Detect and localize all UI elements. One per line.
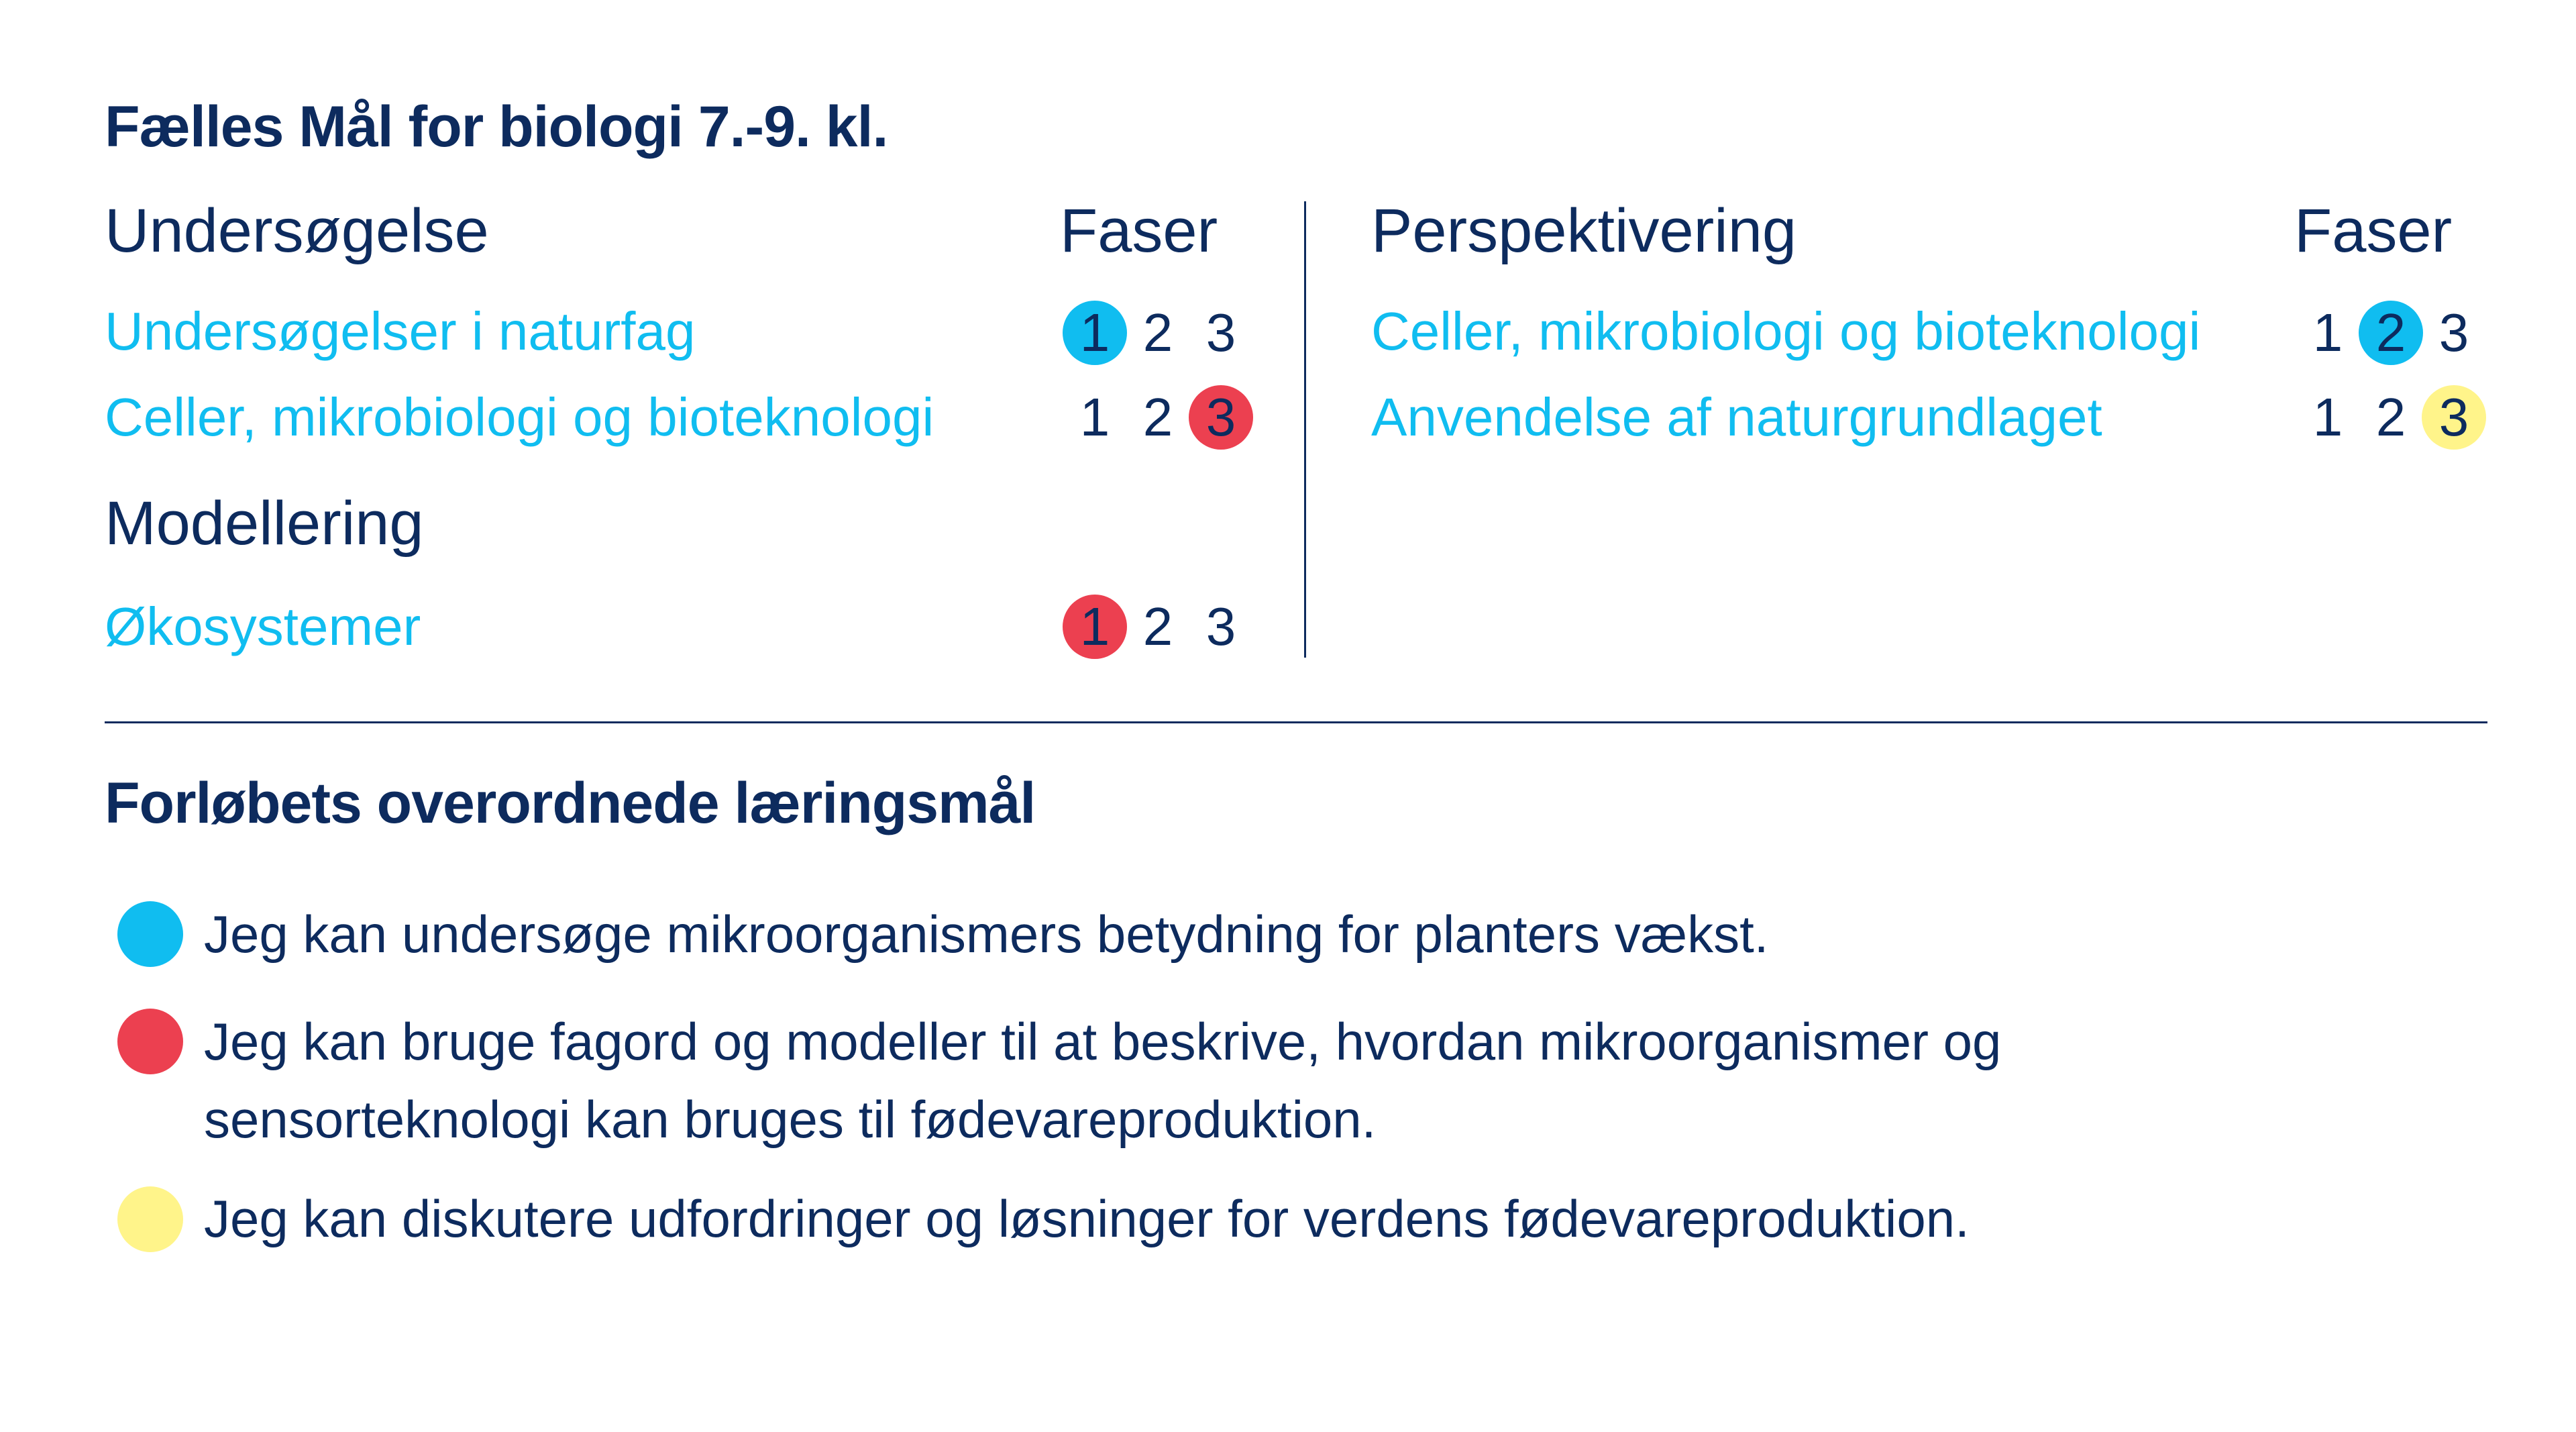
phase-2: 2 xyxy=(1142,303,1173,362)
goal-text-2-line-2: sensorteknologi kan bruges til fødevareproduktion. xyxy=(204,1090,1377,1149)
topic-link-undersogelser-i-naturfag[interactable]: Undersøgelser i naturfag xyxy=(105,301,696,361)
goal-dot-yellow xyxy=(117,1186,183,1252)
phase-1: 1 xyxy=(1079,387,1110,447)
goal-text-1: Jeg kan undersøge mikroorganismers betydning for planters vækst. xyxy=(204,905,1769,964)
phase-1: 1 xyxy=(2312,303,2343,362)
phase-1-highlighted: 1 xyxy=(1063,595,1127,659)
topic-link-okosystemer[interactable]: Økosystemer xyxy=(105,597,421,656)
goal-text-2-line-1: Jeg kan bruge fagord og modeller til at beskrive, hvordan mikroorganismer og xyxy=(204,1012,2002,1071)
page-title: Fælles Mål for biologi 7.-9. kl. xyxy=(105,95,888,159)
section-heading-undersogelse: Undersøgelse xyxy=(105,197,489,265)
phase-3-highlighted: 3 xyxy=(1189,385,1253,450)
phase-3: 3 xyxy=(2438,303,2469,362)
phase-1: 1 xyxy=(2312,387,2343,447)
phase-1-highlighted: 1 xyxy=(1063,301,1127,365)
topic-link-celler-mikrobiologi-perspektivering[interactable]: Celler, mikrobiologi og bioteknologi xyxy=(1371,301,2201,361)
phases-header-left: Faser xyxy=(1060,197,1218,265)
goal-text-3: Jeg kan diskutere udfordringer og løsninger for verdens fødevareproduktion. xyxy=(204,1189,1970,1248)
phase-2: 2 xyxy=(2375,387,2406,447)
section-heading-modellering: Modellering xyxy=(105,489,424,558)
goals-title: Forløbets overordnede læringsmål xyxy=(105,771,1036,835)
topic-link-anvendelse-af-naturgrundlaget[interactable]: Anvendelse af naturgrundlaget xyxy=(1371,387,2102,447)
goal-dot-red xyxy=(117,1009,183,1074)
goal-dot-blue xyxy=(117,901,183,967)
phase-2: 2 xyxy=(1142,387,1173,447)
phase-2-highlighted: 2 xyxy=(2359,301,2423,365)
phase-3: 3 xyxy=(1205,597,1236,656)
phase-3: 3 xyxy=(1205,303,1236,362)
topic-link-celler-mikrobiologi[interactable]: Celler, mikrobiologi og bioteknologi xyxy=(105,387,934,447)
phases-header-right: Faser xyxy=(2294,197,2453,265)
column-divider xyxy=(1304,201,1306,658)
section-divider xyxy=(105,721,2487,723)
phase-3-highlighted: 3 xyxy=(2422,385,2486,450)
section-heading-perspektivering: Perspektivering xyxy=(1371,197,1797,265)
phase-2: 2 xyxy=(1142,597,1173,656)
